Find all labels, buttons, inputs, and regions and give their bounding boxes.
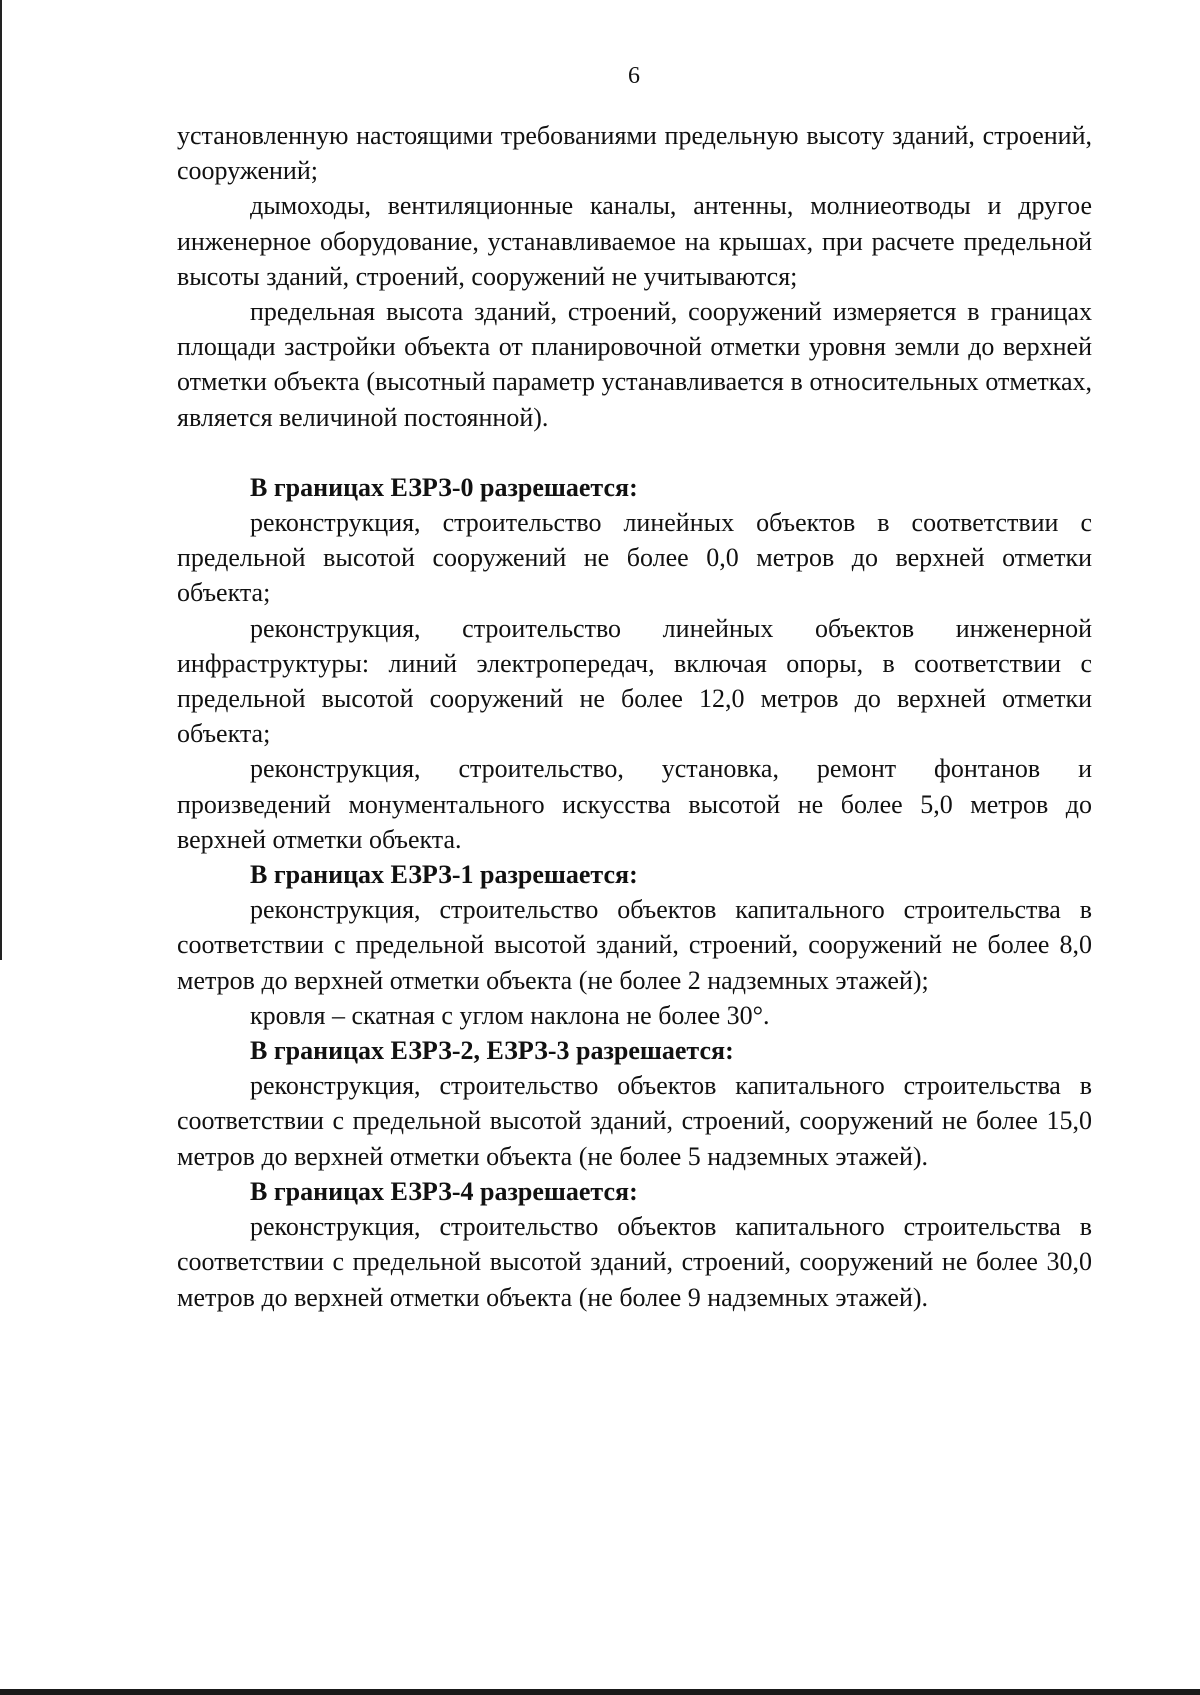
body-paragraph: реконструкция, строительство объектов капитального строительства в соответствии с предельной высотой зданий, строений, сооружений не более 15,0 метров до верхней отметки объекта (не более 5 надземных этажей). [177,1071,1092,1171]
body-paragraph: реконструкция, строительство объектов капитального строительства в соответствии с предельной высотой зданий, строений, сооружений не более 30,0 метров до верхней отметки объекта (не более 9 надземных этажей). [177,1212,1092,1312]
body-paragraph: реконструкция, строительство линейных объектов инженерной инфраструктуры: линий электропередач, включая опоры, в соответствии с предельной высотой сооружений не более 12,0 метров до верхней отметки объекта; [177,613,1092,749]
section-heading: В границах ЕЗРЗ-0 разрешается: [250,472,638,502]
body-paragraph: реконструкция, строительство линейных объектов в соответствии с предельной высотой сооружений не более 0,0 метров до верхней отметки объекта; [177,508,1092,608]
page-number: 6 [628,63,640,89]
body-paragraph: реконструкция, строительство объектов капитального строительства в соответствии с предельной высотой зданий, строений, сооружений не более 8,0 метров до верхней отметки объекта (не более 2 надземных этажей); [177,895,1092,995]
section-heading: В границах ЕЗРЗ-2, ЕЗРЗ-3 разрешается: [250,1036,734,1066]
body-paragraph: реконструкция, строительство, установка, ремонт фонтанов и произведений монументального искусства высотой не более 5,0 метров до верхней отметки объекта. [177,754,1092,854]
scan-edge-bottom [0,1689,1200,1695]
body-paragraph: установленную настоящими требованиями предельную высоту зданий, строений, сооружений; [177,121,1092,186]
document-body [177,118,1092,1315]
section-heading: В границах ЕЗРЗ-4 разрешается: [250,1176,638,1206]
body-paragraph: дымоходы, вентиляционные каналы, антенны, молниеотводы и другое инженерное оборудование, устанавливаемое на крышах, при расчете предельной высоты зданий, строений, сооружений не учитываются; [177,191,1092,291]
body-paragraph: кровля – скатная с углом наклона не более 30°. [250,1000,770,1030]
section-heading: В границах ЕЗРЗ-1 разрешается: [250,860,638,890]
scan-edge-left [0,0,2,960]
body-paragraph: предельная высота зданий, строений, сооружений измеряется в границах площади застройки объекта от планировочной отметки уровня земли до верхней отметки объекта (высотный параметр устанавливается в относительных отметках, является величиной постоянной). [177,297,1092,432]
